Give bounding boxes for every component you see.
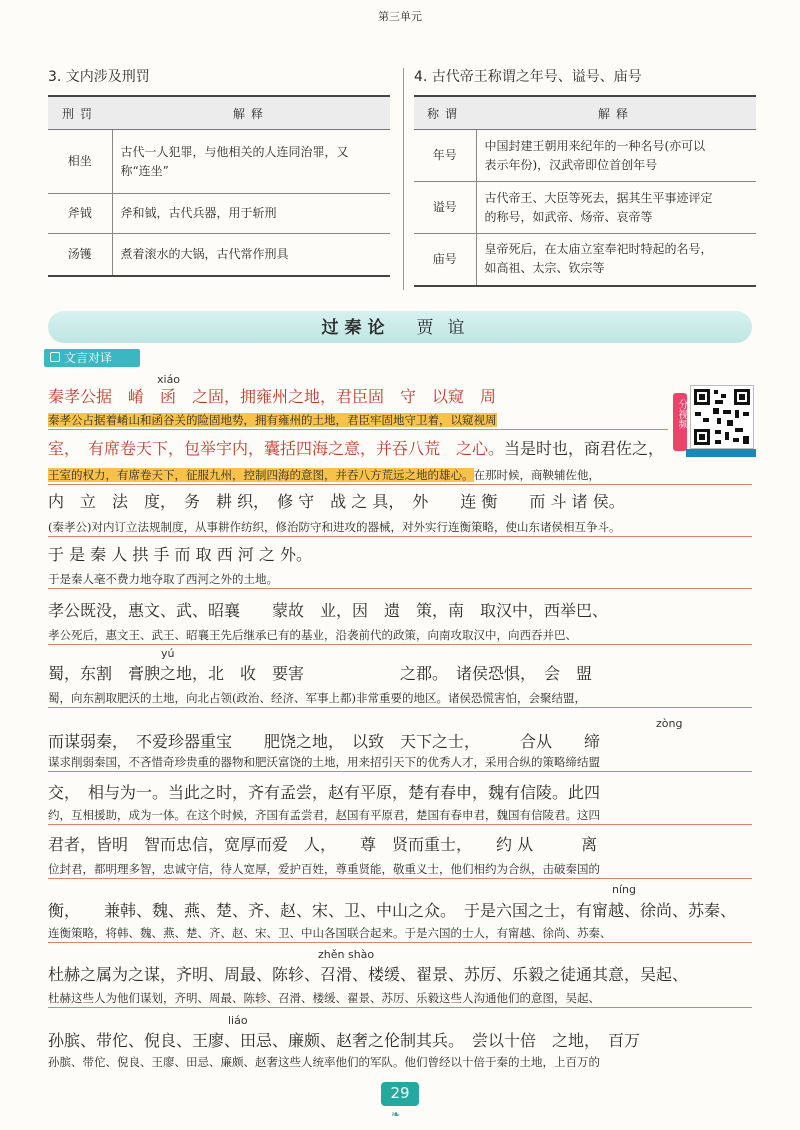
table4-term: 年号 [414,130,476,182]
original-line-4: 于 是 秦 人 拱 手 而 取 西 河 之 外。 [48,545,312,564]
original-line-1: 秦孝公据 崤 函 之固，拥雍州之地，君臣固 守 以窥 周 [48,387,497,406]
original-line-11: 杜赫之属为之谋，齐明、周最、陈轸、召滑、楼缓、翟景、苏厉、乐毅之徒通其意，吴起、 [48,965,689,984]
book-icon [50,352,60,362]
original-line-10: 衡， 兼韩、魏、燕、楚、齐、赵、宋、卫、中山之众。 于是六国之士，有甯越、徐尚、苏秦、 [48,901,737,920]
table3-header-term: 刑罚 [48,96,112,130]
original-line-7: 而谋弱秦， 不爱珍器重宝 肥饶之地， 以致 天下之士， 合从 缔 [48,732,601,751]
translation-line-9: 位封君，都明理多智，忠诚守信，待人宽厚，爱护百姓，尊重贤能，敬重义士，他们相约为合纵，击破秦国的 [48,860,752,879]
table-row [414,182,756,234]
translation-line-5: 孝公死后，惠文王、武王、昭襄王先后继承已有的基业，沿袭前代的政策，向南攻取汉中，向西吞并巴、 [48,626,752,645]
translation-line-12: 孙膑、带佗、倪良、王廖、田忌、廉颇、赵奢这些人统率他们的军队。他们曾经以十倍于秦的土地，上百万的 [48,1055,600,1069]
lesson-name: 过秦论 [321,318,391,338]
table4-term: 庙号 [414,234,476,286]
translation-line-8: 约，互相援助，成为一体。在这个时候，齐国有孟尝君，赵国有平原君，楚国有春申君，魏国有信陵君。这四 [48,806,752,825]
translation-line-2: 王室的权力，有席卷天下，征服九州，控制四海的意图，并吞八方荒远之地的雄心。在那时候，商鞅辅佐他， [48,466,752,485]
column-divider [403,68,404,290]
pinyin-zong: zòng [656,717,683,730]
translation-line-1: 秦孝公占据着崤山和函谷关的险固地势，拥有雍州的土地，君臣牢固地守卫着，以窥视周 [48,411,668,430]
translation-line-6: 蜀，向东割取肥沃的土地，向北占领(政治、经济、军事上都)非常重要的地区。诸侯恐慌害怕，会聚结盟， [48,689,752,708]
emperor-titles-table [414,95,756,287]
original-line-8: 交， 相与为一。当此之时，齐有孟尝，赵有平原，楚有春申，魏有信陵。此四 [48,783,601,802]
original-line-6: 蜀，东割 膏腴之地，北 收 要害 之郡。 诸侯恐惧， 会 盟 [48,664,593,683]
table-row [48,194,390,234]
translation-line-7: 谋求削弱秦国，不吝惜奇珍贵重的器物和肥沃富饶的土地，用来招引天下的优秀人才，采用合纵的策略缔结盟 [48,753,752,772]
translation-line-3: (秦孝公)对内订立法规制度，从事耕作纺织，修治防守和进攻的器械，对外实行连衡策略，使山东诸侯相互争斗。 [48,518,752,537]
table4-header-desc: 解释 [476,96,756,130]
table3-desc: 煮着滚水的大锅，古代常作刑具 [112,234,390,276]
pinyin-xiao: xiáo [157,373,181,386]
original-line-12: 孙膑、带佗、倪良、王廖、田忌、廉颇、赵奢之伦制其兵。 尝以十倍 之地， 百万 [48,1031,641,1050]
table3-term: 相坐 [48,130,112,194]
pinyin-liao: liáo [228,1014,248,1027]
table3-term: 斧钺 [48,194,112,234]
pinyin-ning: níng [612,883,636,896]
table3-desc: 斧和钺，古代兵器，用于斩刑 [112,194,390,234]
video-label[interactable]: 分视频 [673,393,687,451]
table4-title: 4. 古代帝王称谓之年号、谥号、庙号 [414,69,642,85]
punishment-table [48,95,390,277]
table3-header-desc: 解释 [112,96,390,130]
lesson-title [48,313,752,338]
original-line-9: 君者，皆明 智而忠信，宽厚而爱 人， 尊 贤而重士， 约 从 离 [48,835,598,854]
original-line-3: 内 立 法 度， 务 耕 织， 修 守 战 之 具， 外 连 衡 而 斗 诸 侯。 [48,492,625,511]
leaf-icon: ❧ [391,1108,401,1121]
page-number: 29 [390,1084,410,1102]
section-tag: 文言对译 [44,349,140,367]
table-row [48,130,390,194]
table3-desc: 古代一人犯罪，与他相关的人连同治罪，又 称“连坐” [112,130,390,194]
table-row [414,234,756,286]
translation-line-10: 连衡策略，将韩、魏、燕、楚、齐、赵、宋、卫、中山各国联合起来。于是六国的士人，有甯越、徐尚、苏秦、 [48,924,752,943]
table-row [414,130,756,182]
pinyin-zhen-shao: zhěn shào [318,948,375,961]
table4-desc: 皇帝死后，在太庙立室奉祀时特起的名号， 如高祖、太宗、钦宗等 [476,234,756,286]
table3-title: 3. 文内涉及刑罚 [48,69,150,85]
original-line-2: 室， 有席卷天下，包举宇内，囊括四海之意，并吞八荒 之心。当是时也，商君佐之， [48,439,665,458]
original-line-5: 孝公既没，惠文、武、昭襄 蒙故 业，因 遗 策，南 取汉中，西举巴、 [48,601,609,620]
translation-line-11: 杜赫这些人为他们谋划，齐明、周最、陈轸、召滑、楼缓、翟景、苏厉、乐毅这些人沟通他们的意图，吴起、 [48,989,752,1008]
pinyin-yu: yú [161,647,175,660]
table4-term: 谥号 [414,182,476,234]
table-row [48,234,390,276]
table4-desc: 古代帝王、大臣等死去，据其生平事迹评定 的称号，如武帝、炀帝、哀帝等 [476,182,756,234]
table4-header-term: 称谓 [414,96,476,130]
translation-line-4: 于是秦人毫不费力地夺取了西河之外的土地。 [48,570,752,589]
table4-desc: 中国封建王朝用来纪年的一种名号(亦可以 表示年份)，汉武帝即位首创年号 [476,130,756,182]
lesson-author: 贾谊 [416,318,479,338]
table3-term: 汤镬 [48,234,112,276]
unit-header: 第三单元 [378,10,422,23]
